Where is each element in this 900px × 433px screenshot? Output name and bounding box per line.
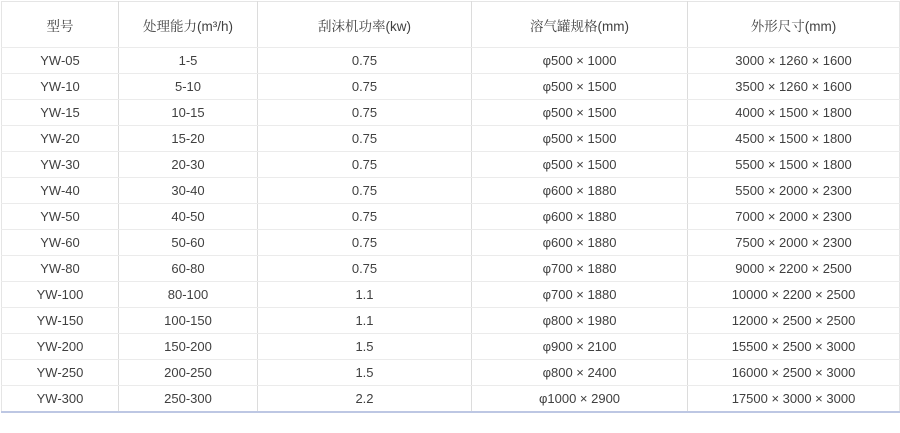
table-body [2, 48, 900, 412]
cell-overall-size: 10000 × 2200 × 2500 [688, 282, 900, 308]
cell-overall-size: 7000 × 2000 × 2300 [688, 204, 900, 230]
cell-capacity: 20-30 [119, 152, 258, 178]
cell-overall-size: 17500 × 3000 × 3000 [688, 386, 900, 412]
cell-tank-spec: φ800 × 1980 [472, 308, 688, 334]
table-row [2, 178, 900, 204]
cell-capacity: 80-100 [119, 282, 258, 308]
table-row [2, 308, 900, 334]
cell-scraper-power: 1.5 [258, 360, 472, 386]
cell-tank-spec: φ500 × 1000 [472, 48, 688, 74]
cell-capacity: 5-10 [119, 74, 258, 100]
cell-capacity: 1-5 [119, 48, 258, 74]
table-row [2, 360, 900, 386]
spec-table [1, 1, 900, 413]
cell-scraper-power: 0.75 [258, 152, 472, 178]
header-model: 型号 [2, 2, 119, 48]
table-row [2, 48, 900, 74]
header-overall-size: 外形尺寸(mm) [688, 2, 900, 48]
cell-scraper-power: 1.5 [258, 334, 472, 360]
cell-model: YW-05 [2, 48, 119, 74]
table-row [2, 334, 900, 360]
cell-overall-size: 7500 × 2000 × 2300 [688, 230, 900, 256]
cell-overall-size: 4000 × 1500 × 1800 [688, 100, 900, 126]
cell-tank-spec: φ700 × 1880 [472, 282, 688, 308]
cell-tank-spec: φ1000 × 2900 [472, 386, 688, 412]
cell-overall-size: 16000 × 2500 × 3000 [688, 360, 900, 386]
cell-capacity: 40-50 [119, 204, 258, 230]
cell-overall-size: 3500 × 1260 × 1600 [688, 74, 900, 100]
cell-overall-size: 5500 × 2000 × 2300 [688, 178, 900, 204]
cell-model: YW-40 [2, 178, 119, 204]
cell-scraper-power: 0.75 [258, 230, 472, 256]
cell-scraper-power: 1.1 [258, 308, 472, 334]
cell-capacity: 250-300 [119, 386, 258, 412]
cell-capacity: 15-20 [119, 126, 258, 152]
table-row [2, 386, 900, 412]
header-tank-spec: 溶气罐规格(mm) [472, 2, 688, 48]
cell-capacity: 60-80 [119, 256, 258, 282]
cell-scraper-power: 0.75 [258, 126, 472, 152]
cell-tank-spec: φ500 × 1500 [472, 74, 688, 100]
table-row [2, 230, 900, 256]
table-row [2, 282, 900, 308]
cell-overall-size: 9000 × 2200 × 2500 [688, 256, 900, 282]
cell-model: YW-20 [2, 126, 119, 152]
cell-model: YW-15 [2, 100, 119, 126]
cell-model: YW-100 [2, 282, 119, 308]
cell-scraper-power: 1.1 [258, 282, 472, 308]
cell-overall-size: 4500 × 1500 × 1800 [688, 126, 900, 152]
cell-capacity: 10-15 [119, 100, 258, 126]
cell-model: YW-300 [2, 386, 119, 412]
cell-tank-spec: φ600 × 1880 [472, 204, 688, 230]
table-row [2, 204, 900, 230]
cell-scraper-power: 0.75 [258, 48, 472, 74]
header-capacity: 处理能力(m³/h) [119, 2, 258, 48]
cell-tank-spec: φ600 × 1880 [472, 178, 688, 204]
cell-overall-size: 5500 × 1500 × 1800 [688, 152, 900, 178]
cell-model: YW-10 [2, 74, 119, 100]
cell-scraper-power: 0.75 [258, 256, 472, 282]
cell-tank-spec: φ900 × 2100 [472, 334, 688, 360]
cell-scraper-power: 0.75 [258, 100, 472, 126]
cell-tank-spec: φ800 × 2400 [472, 360, 688, 386]
cell-overall-size: 12000 × 2500 × 2500 [688, 308, 900, 334]
cell-model: YW-150 [2, 308, 119, 334]
cell-model: YW-80 [2, 256, 119, 282]
cell-tank-spec: φ500 × 1500 [472, 152, 688, 178]
cell-scraper-power: 0.75 [258, 178, 472, 204]
cell-tank-spec: φ700 × 1880 [472, 256, 688, 282]
header-scraper-power: 刮沫机功率(kw) [258, 2, 472, 48]
cell-model: YW-250 [2, 360, 119, 386]
cell-tank-spec: φ500 × 1500 [472, 100, 688, 126]
cell-scraper-power: 0.75 [258, 74, 472, 100]
cell-scraper-power: 2.2 [258, 386, 472, 412]
table-row [2, 152, 900, 178]
table-row [2, 74, 900, 100]
cell-overall-size: 15500 × 2500 × 3000 [688, 334, 900, 360]
cell-scraper-power: 0.75 [258, 204, 472, 230]
cell-tank-spec: φ600 × 1880 [472, 230, 688, 256]
header-row [2, 2, 900, 48]
cell-capacity: 100-150 [119, 308, 258, 334]
cell-tank-spec: φ500 × 1500 [472, 126, 688, 152]
cell-model: YW-50 [2, 204, 119, 230]
table-row [2, 126, 900, 152]
cell-capacity: 50-60 [119, 230, 258, 256]
cell-capacity: 200-250 [119, 360, 258, 386]
cell-capacity: 30-40 [119, 178, 258, 204]
cell-capacity: 150-200 [119, 334, 258, 360]
cell-model: YW-30 [2, 152, 119, 178]
cell-overall-size: 3000 × 1260 × 1600 [688, 48, 900, 74]
cell-model: YW-200 [2, 334, 119, 360]
table-row [2, 256, 900, 282]
table-row [2, 100, 900, 126]
cell-model: YW-60 [2, 230, 119, 256]
